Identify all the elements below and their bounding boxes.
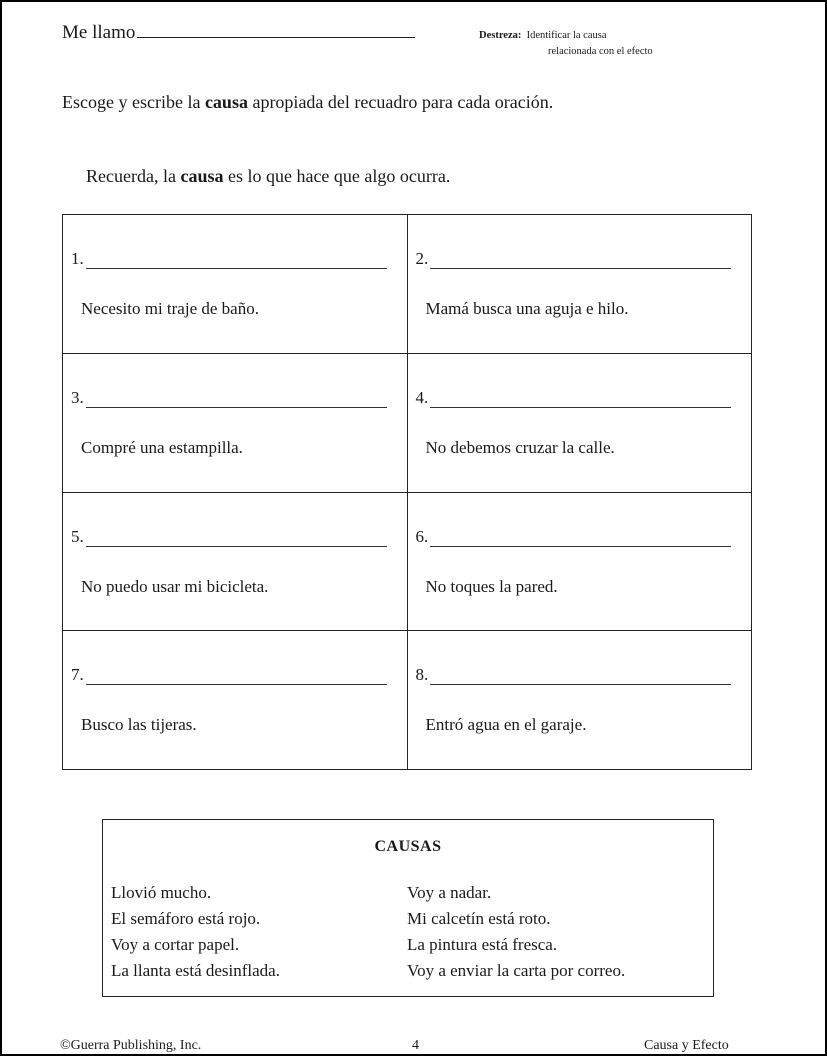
exercise-effect: No puedo usar mi bicicleta. (81, 576, 269, 596)
exercise-cell (63, 353, 408, 492)
causes-box (102, 819, 714, 997)
exercise-effect: No toques la pared. (425, 576, 558, 596)
answer-blank[interactable] (430, 668, 731, 685)
exercise-grid (62, 214, 752, 770)
skill-note (479, 28, 653, 60)
answer-blank[interactable] (430, 391, 731, 408)
exercise-number: 2. (415, 249, 429, 268)
exercise-cell (63, 492, 408, 631)
exercise-number: 1. (71, 249, 84, 268)
instruction-post: apropiada del recuadro para cada oración. (247, 92, 554, 112)
exercise-cell (407, 353, 752, 492)
exercise-number: 3. (71, 387, 84, 407)
exercise-number: 5. (71, 526, 84, 546)
name-blank[interactable] (137, 36, 415, 38)
skill-line-1: Identificar la causa (526, 30, 607, 41)
series-title: Causa y Efecto (644, 1038, 729, 1053)
name-line (62, 22, 415, 44)
cause-item: El semáforo está rojo. (111, 909, 261, 928)
exercise-cell (63, 215, 408, 354)
exercise-effect: Necesito mi traje de baño. (81, 299, 259, 318)
exercise-effect: Mamá busca una aguja e hilo. (425, 299, 629, 318)
skill-label: Destreza: (479, 30, 522, 41)
answer-blank[interactable] (86, 252, 387, 269)
causes-title: CAUSAS (374, 838, 442, 855)
answer-blank[interactable] (86, 530, 387, 547)
exercise-number: 4. (415, 387, 429, 407)
exercise-effect: Entró agua en el garaje. (425, 715, 587, 735)
exercise-effect: Compré una estampilla. (81, 437, 243, 457)
cause-item: Mi calcetín está roto. (407, 909, 551, 928)
cause-item: La llanta está desinflada. (111, 961, 280, 980)
exercise-effect: No debemos cruzar la calle. (425, 437, 615, 457)
exercise-number: 8. (415, 665, 429, 685)
skill-line-2: relacionada con el efecto (548, 46, 653, 57)
exercise-cell (407, 631, 752, 770)
page-number: 4 (412, 1038, 419, 1053)
reminder-text (86, 166, 450, 187)
page-footer (2, 1038, 825, 1054)
instruction-pre: Escoge y escribe la (62, 92, 205, 112)
exercise-cell (407, 215, 752, 354)
answer-blank[interactable] (430, 530, 731, 547)
cause-item: Voy a cortar papel. (111, 935, 240, 954)
publisher-credit: ©Guerra Publishing, Inc. (60, 1038, 202, 1053)
exercise-cell (63, 631, 408, 770)
causes-left-column (111, 880, 280, 984)
cause-item: Voy a nadar. (407, 883, 492, 902)
cause-item: Llovió mucho. (111, 883, 212, 902)
exercise-effect: Busco las tijeras. (81, 715, 197, 735)
answer-blank[interactable] (86, 668, 387, 685)
reminder-bold: causa (180, 166, 224, 186)
cause-item: Voy a enviar la carta por correo. (407, 961, 626, 980)
answer-blank[interactable] (86, 391, 387, 408)
exercise-number: 6. (415, 526, 429, 546)
exercise-number: 7. (71, 665, 84, 685)
causes-right-column (407, 880, 625, 984)
instruction-text (62, 92, 553, 113)
name-label: Me llamo (62, 22, 136, 43)
reminder-post: es lo que hace que algo ocurra. (223, 166, 451, 186)
reminder-pre: Recuerda, la (86, 166, 181, 186)
instruction-bold: causa (204, 92, 248, 112)
cause-item: La pintura está fresca. (407, 935, 558, 954)
exercise-cell (407, 492, 752, 631)
answer-blank[interactable] (430, 252, 731, 269)
